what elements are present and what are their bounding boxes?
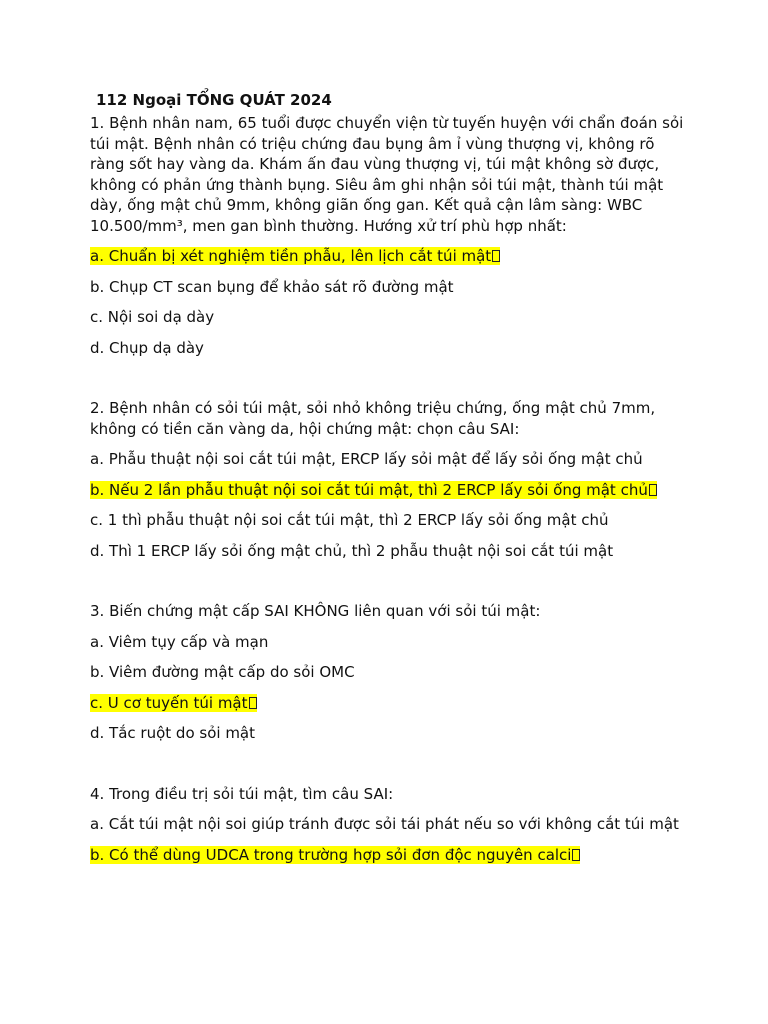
missing-glyph-icon bbox=[249, 697, 257, 709]
option-1b bbox=[90, 277, 690, 298]
option-text: a. Viêm tụy cấp và mạn bbox=[90, 632, 269, 651]
option-text: c. U cơ tuyến túi mật bbox=[90, 693, 248, 712]
question-4 bbox=[90, 784, 690, 866]
option-text: b. Chụp CT scan bụng để khảo sát rõ đường mật bbox=[90, 277, 454, 296]
document-title: 112 Ngoại TỔNG QUÁT 2024 bbox=[96, 91, 332, 109]
spacer bbox=[90, 571, 690, 601]
option-1a bbox=[90, 246, 690, 267]
missing-glyph-icon bbox=[572, 849, 580, 861]
option-1d bbox=[90, 338, 690, 359]
spacer bbox=[90, 754, 690, 784]
option-text: d. Chụp dạ dày bbox=[90, 338, 204, 357]
option-2b bbox=[90, 480, 690, 501]
option-text: b. Viêm đường mật cấp do sỏi OMC bbox=[90, 663, 355, 681]
question-stem: 4. Trong điều trị sỏi túi mật, tìm câu SAI: bbox=[90, 784, 394, 803]
option-text: a. Phẫu thuật nội soi cắt túi mật, ERCP lấy sỏi mật để lấy sỏi ống mật chủ bbox=[90, 450, 643, 468]
question-stem: 1. Bệnh nhân nam, 65 tuổi được chuyển viện từ tuyến huyện với chẩn đoán sỏi túi mật. Bệnh nhân có triệu chứng đau bụng âm ỉ vùng thượng vị, không rõ ràng sốt hay vàng da. Khám ấn đau vùng thượng vị, túi mật không sờ được, không có phản ứng thành bụng. Siêu âm ghi nhận sỏi túi mật, thành túi mật dày, ống mật chủ 9mm, không giãn ống gan. Kết quả cận lâm sàng: WBC 10.500/mm³, men gan bình thường. Hướng xử trí phù hợp nhất: bbox=[90, 114, 684, 235]
option-2d bbox=[90, 541, 690, 562]
question-stem: 3. Biến chứng mật cấp SAI KHÔNG liên quan với sỏi túi mật: bbox=[90, 602, 541, 620]
option-1c bbox=[90, 307, 690, 328]
option-4a bbox=[90, 814, 690, 835]
option-3d bbox=[90, 723, 690, 744]
option-text: c. 1 thì phẫu thuật nội soi cắt túi mật, thì 2 ERCP lấy sỏi ống mật chủ bbox=[90, 511, 609, 529]
option-text: a. Cắt túi mật nội soi giúp tránh được sỏi tái phát nếu so với không cắt túi mật bbox=[90, 815, 679, 833]
option-3c bbox=[90, 693, 690, 714]
question-stem: 2. Bệnh nhân có sỏi túi mật, sỏi nhỏ không triệu chứng, ống mật chủ 7mm, không có tiền căn vàng da, hội chứng mật: chọn câu SAI: bbox=[90, 399, 656, 438]
option-2a bbox=[90, 449, 690, 470]
missing-glyph-icon bbox=[492, 250, 500, 262]
document-page bbox=[90, 90, 690, 875]
option-text: d. Thì 1 ERCP lấy sỏi ống mật chủ, thì 2 phẫu thuật nội soi cắt túi mật bbox=[90, 541, 614, 560]
question-3 bbox=[90, 601, 690, 744]
question-1 bbox=[90, 113, 690, 358]
option-3a bbox=[90, 632, 690, 653]
option-text: c. Nội soi dạ dày bbox=[90, 308, 215, 326]
missing-glyph-icon bbox=[649, 484, 657, 496]
option-text: a. Chuẩn bị xét nghiệm tiền phẫu, lên lịch cắt túi mật bbox=[90, 247, 492, 265]
option-text: b. Có thể dùng UDCA trong trường hợp sỏi đơn độc nguyên calci bbox=[90, 845, 572, 864]
option-text: b. Nếu 2 lần phẫu thuật nội soi cắt túi mật, thì 2 ERCP lấy sỏi ống mật chủ bbox=[90, 480, 648, 499]
option-3b bbox=[90, 662, 690, 683]
option-4b bbox=[90, 845, 690, 866]
question-2 bbox=[90, 398, 690, 561]
option-2c bbox=[90, 510, 690, 531]
spacer bbox=[90, 368, 690, 398]
option-text: d. Tắc ruột do sỏi mật bbox=[90, 724, 256, 742]
